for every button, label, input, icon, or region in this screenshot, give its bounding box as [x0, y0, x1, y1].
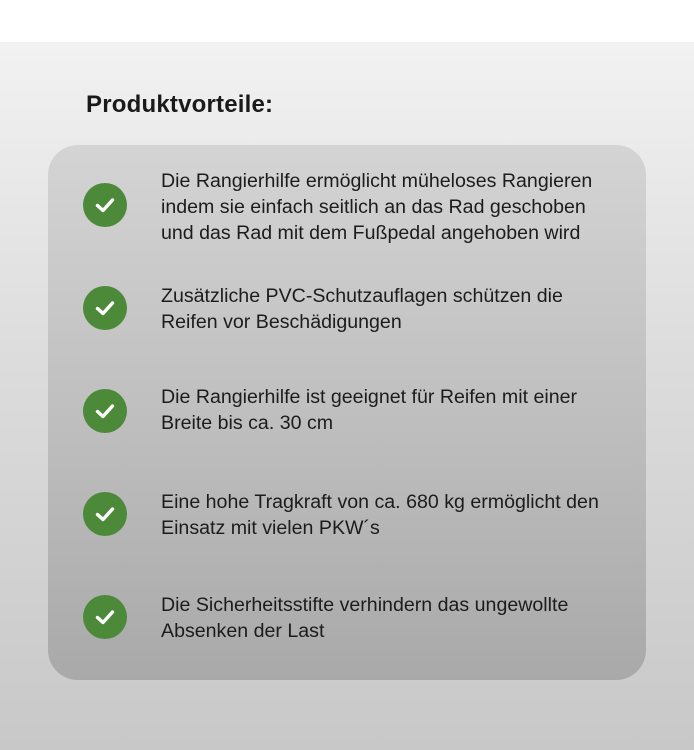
benefit-text: Die Rangierhilfe ist geeignet für Reifen mit einer Breite bis ca. 30 cm [161, 386, 578, 434]
benefit-text: Die Rangierhilfe ermöglicht müheloses Rangieren indem sie einfach seitlich an das Rad geschoben und das Rad mit dem Fußpedal angehoben wird [161, 170, 593, 244]
page-title: Produktvorteile: [86, 91, 274, 118]
checkmark-icon [83, 492, 127, 536]
benefit-text: Zusätzliche PVC-Schutzauflagen schützen die Reifen vor Beschädigungen [161, 285, 563, 333]
checkmark-icon [83, 389, 127, 433]
checkmark-icon [83, 183, 127, 227]
checkmark-icon [83, 595, 127, 639]
checkmark-icon [83, 286, 127, 330]
benefit-text: Die Sicherheitsstifte verhindern das ungewollte Absenken der Last [161, 594, 569, 642]
benefits-card [48, 145, 646, 680]
benefit-text: Eine hohe Tragkraft von ca. 680 kg ermöglicht den Einsatz mit vielen PKW´s [161, 491, 599, 539]
